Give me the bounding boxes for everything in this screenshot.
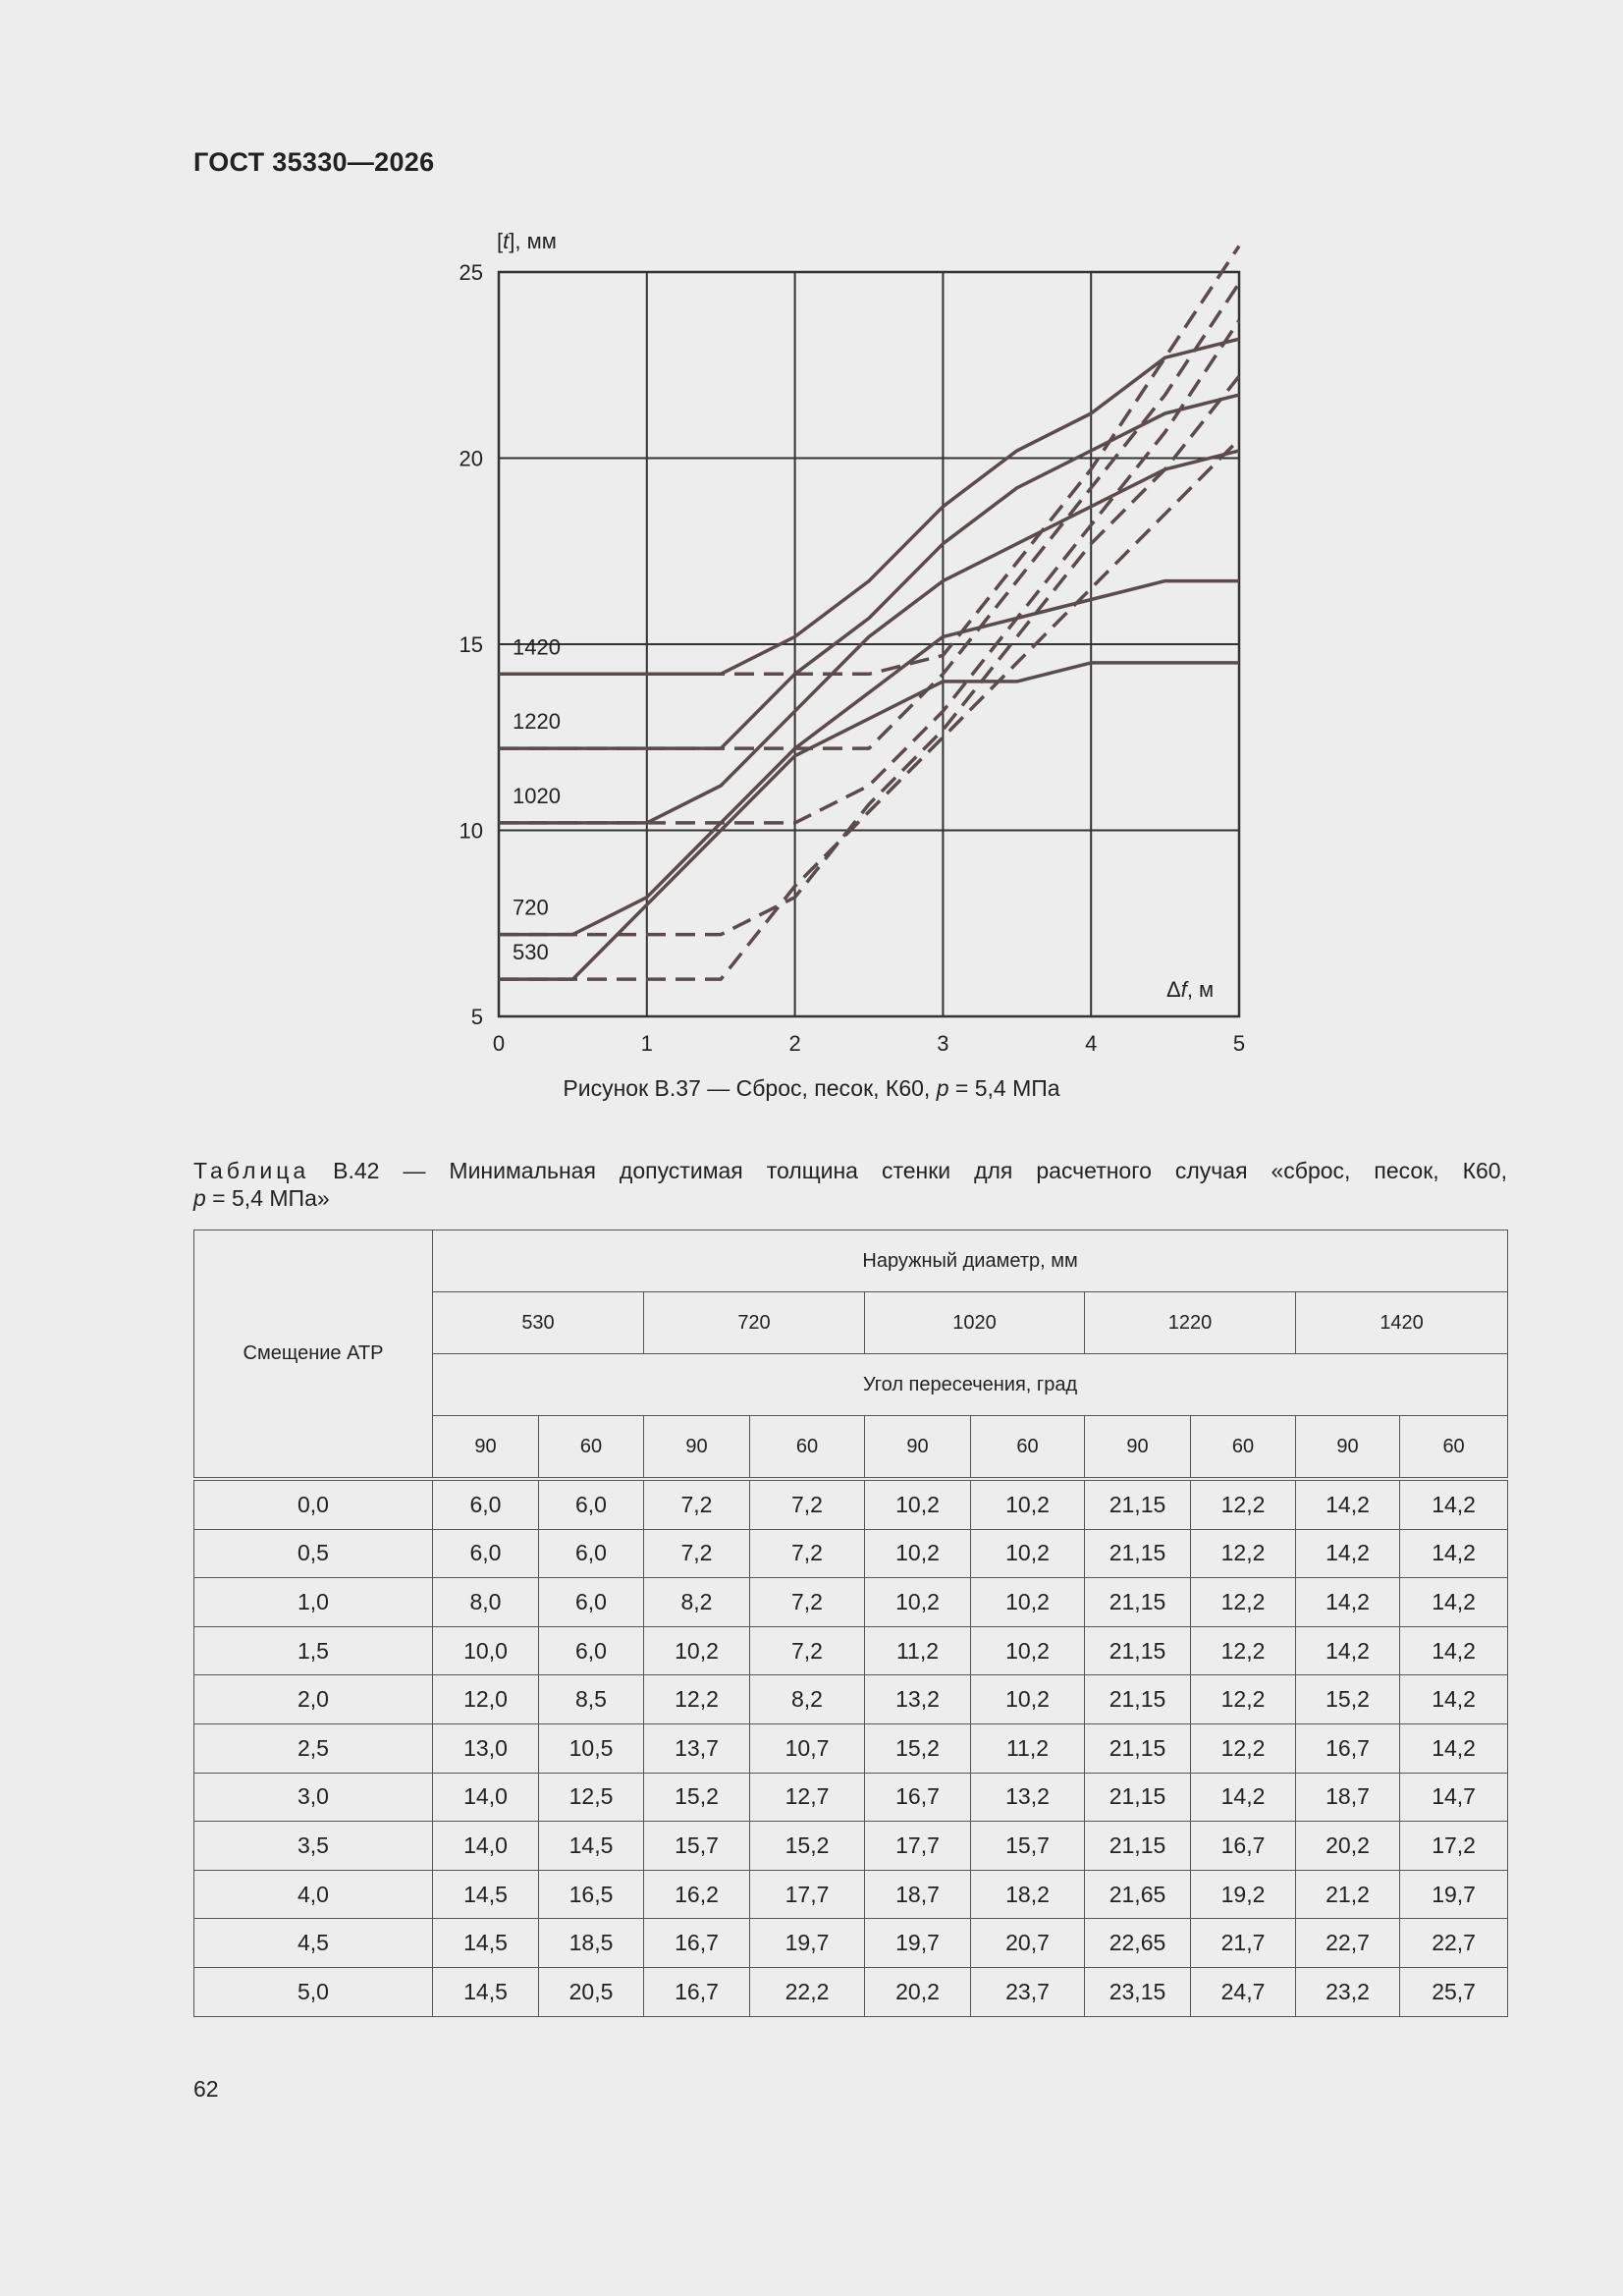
thickness-cell: 16,2 <box>644 1870 750 1919</box>
thickness-cell: 10,2 <box>865 1479 971 1529</box>
thickness-cell: 16,7 <box>865 1773 971 1822</box>
thickness-cell: 10,0 <box>433 1626 539 1675</box>
thickness-cell: 22,7 <box>1296 1919 1400 1968</box>
thickness-cell: 7,2 <box>644 1479 750 1529</box>
series-label-530: 530 <box>513 940 549 965</box>
thickness-cell: 14,7 <box>1400 1773 1508 1822</box>
diameter-header-cell: 1220 <box>1085 1292 1296 1354</box>
thickness-cell: 16,7 <box>644 1919 750 1968</box>
angle-cell: 90 <box>644 1416 750 1480</box>
thickness-cell: 14,2 <box>1400 1675 1508 1724</box>
chart-labels <box>460 260 1246 1056</box>
document-header: ГОСТ 35330—2026 <box>193 147 435 177</box>
thickness-cell: 13,2 <box>865 1675 971 1724</box>
diameter-header-cell: 1420 <box>1296 1292 1508 1354</box>
table-row <box>194 1919 1508 1968</box>
thickness-cell: 21,65 <box>1085 1870 1191 1919</box>
thickness-cell: 21,15 <box>1085 1529 1191 1578</box>
angle-header-cell: Угол пересечения, град <box>433 1354 1508 1416</box>
thickness-cell: 23,7 <box>971 1967 1085 2016</box>
y-axis-label: [t], мм <box>497 229 557 253</box>
thickness-cell: 10,5 <box>539 1723 644 1773</box>
table-row <box>194 1967 1508 2016</box>
y-tick-label: 5 <box>470 1005 483 1029</box>
thickness-cell: 16,7 <box>644 1967 750 2016</box>
series-1220-dashed <box>499 283 1239 748</box>
thickness-cell: 13,7 <box>644 1723 750 1773</box>
thickness-cell: 8,2 <box>644 1578 750 1627</box>
thickness-cell: 20,7 <box>971 1919 1085 1968</box>
thickness-cell: 12,0 <box>433 1675 539 1724</box>
thickness-cell: 14,2 <box>1400 1529 1508 1578</box>
table-row <box>194 1529 1508 1578</box>
table-caption-text: В.42 — Минимальная допустимая толщина стенки для расчетного случая «сброс, песок, К60, <box>309 1158 1507 1183</box>
thickness-cell: 12,2 <box>1191 1479 1296 1529</box>
angle-cell: 60 <box>1400 1416 1508 1480</box>
series-label-1220: 1220 <box>513 709 561 735</box>
table-row <box>194 1626 1508 1675</box>
thickness-cell: 15,2 <box>750 1822 865 1871</box>
thickness-cell: 21,2 <box>1296 1870 1400 1919</box>
thickness-cell: 19,2 <box>1191 1870 1296 1919</box>
thickness-cell: 18,5 <box>539 1919 644 1968</box>
table-caption-word: Таблица <box>193 1158 310 1183</box>
thickness-cell: 14,2 <box>1296 1578 1400 1627</box>
thickness-cell: 15,2 <box>865 1723 971 1773</box>
thickness-cell: 14,2 <box>1296 1626 1400 1675</box>
thickness-cell: 14,2 <box>1296 1529 1400 1578</box>
thickness-cell: 12,5 <box>539 1773 644 1822</box>
thickness-cell: 6,0 <box>539 1578 644 1627</box>
thickness-cell: 18,2 <box>971 1870 1085 1919</box>
x-tick-label: 1 <box>640 1031 653 1056</box>
thickness-cell: 15,7 <box>971 1822 1085 1871</box>
table-caption: Таблица В.42 — Минимальная допустимая толщина стенки для расчетного случая «сброс, песок, К60, p = 5,4 МПа» <box>193 1158 1507 1211</box>
thickness-cell: 10,2 <box>971 1479 1085 1529</box>
table-body <box>194 1479 1508 2016</box>
thickness-cell: 12,2 <box>1191 1529 1296 1578</box>
thickness-cell: 15,7 <box>644 1822 750 1871</box>
thickness-cell: 14,5 <box>433 1870 539 1919</box>
thickness-cell: 10,2 <box>865 1529 971 1578</box>
x-tick-label: 4 <box>1085 1031 1098 1056</box>
thickness-cell: 14,0 <box>433 1773 539 1822</box>
thickness-cell: 10,7 <box>750 1723 865 1773</box>
x-axis-label: Δf, м <box>1166 977 1215 1002</box>
thickness-cell: 14,2 <box>1296 1479 1400 1529</box>
thickness-cell: 11,2 <box>971 1723 1085 1773</box>
thickness-cell: 18,7 <box>865 1870 971 1919</box>
thickness-cell: 22,7 <box>1400 1919 1508 1968</box>
thickness-cell: 19,7 <box>750 1919 865 1968</box>
offset-cell: 3,5 <box>194 1822 433 1871</box>
offset-cell: 3,0 <box>194 1773 433 1822</box>
offset-cell: 2,5 <box>194 1723 433 1773</box>
thickness-cell: 14,5 <box>539 1822 644 1871</box>
thickness-cell: 6,0 <box>539 1529 644 1578</box>
thickness-cell: 12,2 <box>1191 1626 1296 1675</box>
thickness-cell: 14,5 <box>433 1919 539 1968</box>
series-label-720: 720 <box>513 895 549 920</box>
table-row <box>194 1870 1508 1919</box>
angle-cell: 60 <box>750 1416 865 1480</box>
series-1420-solid <box>499 339 1239 674</box>
offset-cell: 1,0 <box>194 1578 433 1627</box>
angle-cell: 90 <box>433 1416 539 1480</box>
thickness-cell: 14,2 <box>1400 1578 1508 1627</box>
figure-caption: Рисунок В.37 — Сброс, песок, К60, p = 5,4 МПа <box>563 1075 1060 1101</box>
group-header-cell: Наружный диаметр, мм <box>433 1230 1508 1292</box>
series-720-dashed <box>499 376 1239 935</box>
table-row <box>194 1773 1508 1822</box>
thickness-cell: 6,0 <box>539 1626 644 1675</box>
thickness-cell: 14,2 <box>1191 1773 1296 1822</box>
thickness-cell: 7,2 <box>750 1626 865 1675</box>
thickness-cell: 20,5 <box>539 1967 644 2016</box>
y-tick-label: 20 <box>459 446 483 471</box>
chart-figure <box>432 216 1276 1061</box>
thickness-cell: 16,5 <box>539 1870 644 1919</box>
thickness-cell: 24,7 <box>1191 1967 1296 2016</box>
x-tick-label: 0 <box>492 1031 506 1056</box>
row-header-cell: Смещение АТР <box>194 1230 433 1480</box>
offset-cell: 5,0 <box>194 1967 433 2016</box>
thickness-cell: 10,2 <box>971 1529 1085 1578</box>
thickness-cell: 15,2 <box>644 1773 750 1822</box>
thickness-cell: 21,7 <box>1191 1919 1296 1968</box>
thickness-cell: 22,2 <box>750 1967 865 2016</box>
offset-cell: 0,0 <box>194 1479 433 1529</box>
thickness-cell: 6,0 <box>433 1529 539 1578</box>
thickness-cell: 8,2 <box>750 1675 865 1724</box>
thickness-cell: 25,7 <box>1400 1967 1508 2016</box>
angle-cell: 90 <box>865 1416 971 1480</box>
diameter-header-cell: 720 <box>644 1292 865 1354</box>
thickness-cell: 14,2 <box>1400 1723 1508 1773</box>
page-number: 62 <box>193 2076 219 2102</box>
x-tick-label: 3 <box>937 1031 949 1056</box>
angle-cell: 60 <box>539 1416 644 1480</box>
series-1220-solid <box>499 395 1239 748</box>
table-row <box>194 1578 1508 1627</box>
thickness-cell: 8,0 <box>433 1578 539 1627</box>
thickness-cell: 20,2 <box>865 1967 971 2016</box>
y-tick-label: 25 <box>459 260 483 285</box>
x-tick-label: 2 <box>788 1031 801 1056</box>
thickness-cell: 17,7 <box>750 1870 865 1919</box>
series-label-1020: 1020 <box>513 783 561 808</box>
thickness-cell: 7,2 <box>750 1529 865 1578</box>
thickness-cell: 14,2 <box>1400 1626 1508 1675</box>
thickness-cell: 21,15 <box>1085 1822 1191 1871</box>
thickness-cell: 7,2 <box>750 1578 865 1627</box>
thickness-cell: 12,2 <box>1191 1675 1296 1724</box>
thickness-cell: 7,2 <box>644 1529 750 1578</box>
y-tick-label: 15 <box>459 632 483 657</box>
thickness-cell: 13,0 <box>433 1723 539 1773</box>
thickness-cell: 12,2 <box>1191 1723 1296 1773</box>
thickness-cell: 15,2 <box>1296 1675 1400 1724</box>
x-tick-label: 5 <box>1232 1031 1246 1056</box>
offset-cell: 4,5 <box>194 1919 433 1968</box>
angle-cell: 90 <box>1296 1416 1400 1480</box>
angle-cell: 60 <box>971 1416 1085 1480</box>
table-row <box>194 1723 1508 1773</box>
thickness-cell: 19,7 <box>1400 1870 1508 1919</box>
thickness-cell: 7,2 <box>750 1479 865 1529</box>
series-530-solid <box>499 663 1239 979</box>
offset-cell: 4,0 <box>194 1870 433 1919</box>
angle-cell: 90 <box>1085 1416 1191 1480</box>
series-1420-dashed <box>499 246 1239 675</box>
thickness-cell: 16,7 <box>1296 1723 1400 1773</box>
diameter-header-cell: 1020 <box>865 1292 1085 1354</box>
angle-cell: 60 <box>1191 1416 1296 1480</box>
thickness-cell: 22,65 <box>1085 1919 1191 1968</box>
thickness-cell: 21,15 <box>1085 1626 1191 1675</box>
table-row <box>194 1675 1508 1724</box>
table-row <box>194 1479 1508 1529</box>
thickness-cell: 14,2 <box>1400 1479 1508 1529</box>
thickness-cell: 10,2 <box>644 1626 750 1675</box>
thickness-cell: 12,7 <box>750 1773 865 1822</box>
thickness-cell: 21,15 <box>1085 1479 1191 1529</box>
thickness-cell: 6,0 <box>433 1479 539 1529</box>
chart-series <box>499 246 1239 980</box>
offset-cell: 0,5 <box>194 1529 433 1578</box>
thickness-cell: 21,15 <box>1085 1578 1191 1627</box>
y-tick-label: 10 <box>459 818 483 844</box>
thickness-cell: 12,2 <box>1191 1578 1296 1627</box>
thickness-cell: 10,2 <box>971 1578 1085 1627</box>
table-row <box>194 1822 1508 1871</box>
thickness-cell: 13,2 <box>971 1773 1085 1822</box>
thickness-cell: 23,2 <box>1296 1967 1400 2016</box>
offset-cell: 2,0 <box>194 1675 433 1724</box>
thickness-cell: 17,2 <box>1400 1822 1508 1871</box>
thickness-cell: 17,7 <box>865 1822 971 1871</box>
thickness-table <box>193 1230 1508 2017</box>
series-530-dashed <box>499 440 1239 980</box>
thickness-cell: 14,5 <box>433 1967 539 2016</box>
series-label-1420: 1420 <box>513 634 561 660</box>
thickness-cell: 12,2 <box>644 1675 750 1724</box>
thickness-cell: 14,0 <box>433 1822 539 1871</box>
thickness-cell: 21,15 <box>1085 1773 1191 1822</box>
thickness-cell: 10,2 <box>971 1675 1085 1724</box>
thickness-cell: 16,7 <box>1191 1822 1296 1871</box>
thickness-cell: 18,7 <box>1296 1773 1400 1822</box>
thickness-cell: 19,7 <box>865 1919 971 1968</box>
diameter-header-cell: 530 <box>433 1292 644 1354</box>
thickness-cell: 23,15 <box>1085 1967 1191 2016</box>
thickness-cell: 21,15 <box>1085 1723 1191 1773</box>
series-720-solid <box>499 581 1239 935</box>
thickness-cell: 20,2 <box>1296 1822 1400 1871</box>
thickness-cell: 11,2 <box>865 1626 971 1675</box>
thickness-cell: 10,2 <box>971 1626 1085 1675</box>
thickness-cell: 21,15 <box>1085 1675 1191 1724</box>
offset-cell: 1,5 <box>194 1626 433 1675</box>
thickness-cell: 10,2 <box>865 1578 971 1627</box>
series-1020-solid <box>499 451 1239 823</box>
thickness-cell: 8,5 <box>539 1675 644 1724</box>
thickness-cell: 6,0 <box>539 1479 644 1529</box>
